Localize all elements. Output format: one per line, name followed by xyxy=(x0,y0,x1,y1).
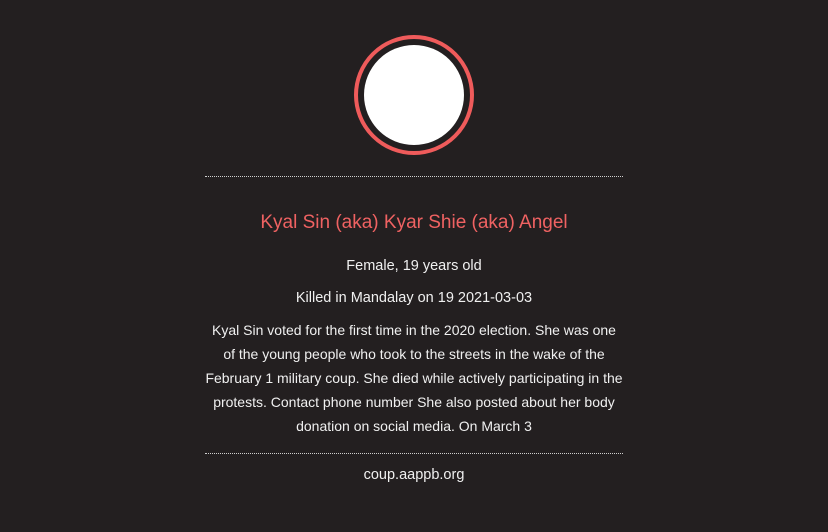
gender-age: Female, 19 years old xyxy=(346,258,482,274)
source-link[interactable]: coup.aappb.org xyxy=(363,467,465,483)
top-divider xyxy=(205,176,623,177)
avatar-ring xyxy=(354,35,474,155)
death-info: Killed in Mandalay on 19 2021-03-03 xyxy=(295,290,533,306)
avatar xyxy=(364,45,464,145)
biography: Kyal Sin voted for the first time in the 2020 election. She was one of the young people who took to the streets in the wake of the February 1 military coup. She died while actively participating in the protests. Contact phone number She also posted about her body donation on social media. On March 3 xyxy=(205,322,623,434)
person-name: Kyal Sin (aka) Kyar Shie (aka) Angel xyxy=(260,212,568,233)
bottom-divider xyxy=(205,453,623,454)
